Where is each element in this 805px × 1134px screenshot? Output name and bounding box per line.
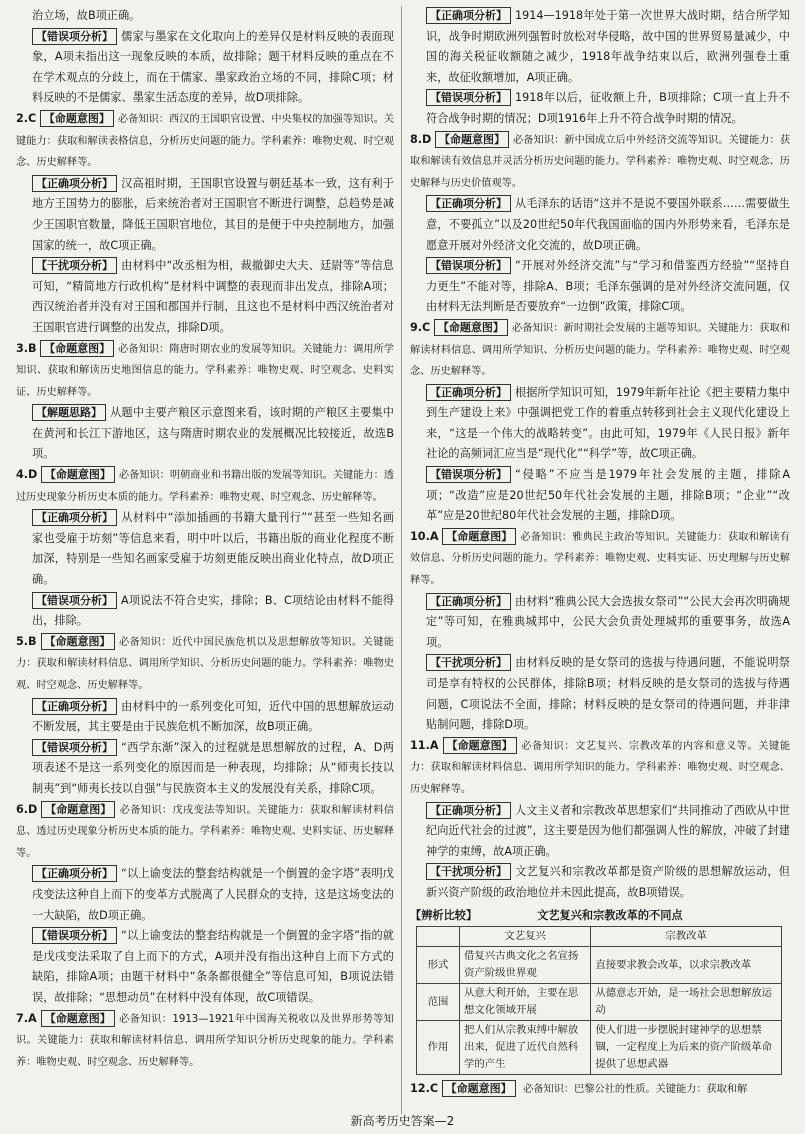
analysis-paragraph xyxy=(16,256,394,338)
analysis-paragraph xyxy=(410,862,790,903)
question-number: 2.C xyxy=(16,111,37,125)
comparison-label: 【辨析比较】 xyxy=(410,908,478,922)
analysis-paragraph xyxy=(16,403,394,465)
paragraph-text: “以上谕变法的整套结构就是一个倒置的金字塔”指的就是戊戌变法采取了自上而下的方式，A项并没有指出这种自上而下方式的缺陷，排除A项；由题干材料中“条条都很健全”等信息可知，B项说法错误，故排除；“思想动员”在材料中没有体现，故C项错误。 xyxy=(32,929,394,1004)
section-tag: 【干扰项分析】 xyxy=(426,863,511,880)
table-cell: 从德意志开始，是一场社会思想解放运动 xyxy=(591,984,782,1021)
page-footer: 新高考历史答案—2 xyxy=(350,1114,455,1128)
paragraph-text: 必备知识：明朝商业和书籍出版的发展等知识。关键能力：透过历史现象分析历史本质的能力。学科素养：唯物史观、时空观念、历史解释等。 xyxy=(16,470,394,503)
paragraph-text: 必备知识：西汉的王国职官设置、中央集权的加强等知识。关键能力：获取和解读表格信息，分析历史问题的能力。学科素养：唯物史观、时空观念、历史解释等。 xyxy=(16,113,395,169)
question-12: 12.C 【命题意图】 必备知识：巴黎公社的性质。关键能力：获取和解 xyxy=(410,1082,748,1096)
paragraph-text: 儒家与墨家在文化取向上的差异仅是材料反映的表面现象，A项未指出这一现象反映的本质，故排除；题干材料反映的重点在不在学术观点的分歧上，而在于儒家、墨家政治立场的不同，排除C项；材料反映的不是儒家、墨家生活态度的差异，故D项排除。 xyxy=(32,29,394,105)
section-tag: 【命题意图】 xyxy=(41,633,115,650)
section-tag: 【正确项分析】 xyxy=(32,175,117,192)
section-tag: 【命题意图】 xyxy=(443,737,517,754)
paragraph-text: 根据所学知识可知，1979年新年社论《把主要精力集中到生产建设上来》中强调把党工作的着重点转移到社会主义现代化建设上来，“这是一个伟大的战略转变”。由此可知，1979年《人民日报》新年社论的高频词汇应当是“现代化”“科学”等，故C项正确。 xyxy=(426,385,790,461)
analysis-paragraph xyxy=(410,465,790,527)
question-block xyxy=(410,130,790,195)
table-row xyxy=(417,1021,782,1075)
analysis-paragraph xyxy=(410,383,790,465)
question-number: 3.B xyxy=(16,341,37,355)
analysis-paragraph xyxy=(410,653,790,735)
section-tag: 【正确项分析】 xyxy=(426,7,511,24)
table-cell: 借复兴古典文化之名宣扬资产阶级世界观 xyxy=(460,947,591,984)
table-cell: 作用 xyxy=(417,1021,460,1075)
analysis-paragraph xyxy=(16,6,394,27)
comparison-title: 文艺复兴和宗教改革的不同点 xyxy=(537,908,683,922)
paragraph-text: 必备知识：雅典民主政治等知识。关键能力：获取和解读有效信息、分析历史问题的能力。学科素养：唯物史观、史料实证、历史理解与历史解释等。 xyxy=(410,531,790,587)
paragraph-text: “开展对外经济交流”与“学习和借鉴西方经验”“坚持自力更生”不能对等，排除A、B项；毛泽东强调的是对外经济交流问题，仅由材料无法判断是否要放弃“一边倒”政策，排除C项。 xyxy=(426,259,790,314)
section-tag: 【正确项分析】 xyxy=(32,865,117,882)
paragraph-text: 必备知识：文艺复兴、宗教改革的内容和意义等。关键能力：获取和解读材料信息、调用所学知识的能力。学科素养：唯物史观、时空观念、历史解释等。 xyxy=(410,740,791,795)
question-block xyxy=(410,527,790,592)
section-tag: 【命题意图】 xyxy=(434,319,508,336)
table-header-cell xyxy=(417,927,460,947)
paragraph-text: 从材料中“添加插画的书籍大量刊行”“甚至一些知名画家也受雇于坊刻”等信息来看，明中叶以后，书籍出版的商业化程度不断加深，特别是一些知名画家受雇于坊刻更能反映出商业化特点，故D项正确。 xyxy=(32,511,394,587)
comparison-table xyxy=(416,926,782,1075)
paragraph-text: 必备知识：新中国成立后中外经济交流等知识。关键能力：获取和解读有效信息并灵活分析历史问题的能力。学科素养：唯物史观、时空观念、历史解释与历史价值观等。 xyxy=(410,134,791,189)
paragraph-text: 必备知识：1913—1921年中国海关税收以及世界形势等知识。关键能力：获取和解读材料信息、调用所学知识分析历史现象的能力。学科素养：唯物史观、时空观念、历史解释等。 xyxy=(16,1013,394,1068)
section-tag: 【命题意图】 xyxy=(40,110,114,127)
section-tag: 【干扰项分析】 xyxy=(426,654,511,671)
section-tag: 【命题意图】 xyxy=(442,528,516,545)
paragraph-text: 从毛泽东的话语“这并不是说不要国外联系……需要做生意，不要孤立”以及20世纪50年代我国面临的国内外形势来看，毛泽东是愿意开展对外经济文化交流的，故D项正确。 xyxy=(426,197,790,252)
section-tag: 【命题意图】 xyxy=(41,801,115,818)
question-block xyxy=(16,632,394,697)
section-tag: 【错误项分析】 xyxy=(426,466,511,483)
paragraph-text: A项说法不符合史实，排除；B、C项结论由材料不能得出，排除。 xyxy=(32,593,394,628)
section-tag: 【命题意图】 xyxy=(41,466,115,483)
paragraph-text: 1914—1918年处于第一次世界大战时期，结合所学知识，战争时期欧洲列强暂时放松对华侵略，故中国的世界贸易量减少，中国的海关税征收额随之减少，1918年战争结束以后，欧洲列强卷土重来，故征收额增加，A项正确。 xyxy=(426,9,790,84)
table-cell: 形式 xyxy=(417,947,460,984)
section-tag: 【命题意图】 xyxy=(435,131,509,148)
section-tag: 【错误项分析】 xyxy=(32,739,117,756)
table-cell: 把人们从宗教束缚中解放出来，促进了近代自然科学的产生 xyxy=(460,1021,591,1075)
left-column xyxy=(16,6,394,1073)
paragraph-text: “侵略”不应当是1979年社会发展的主题，排除A项；“改造”应是20世纪50年代社会发展的主题，排除B项；“企业”“改革”应是20世纪80年代社会发展的主题，排除D项。 xyxy=(426,468,790,523)
question-block xyxy=(410,318,790,383)
paragraph-text: 由材料中“改丞相为相，裁撤御史大夫、廷尉等”等信息可知，“精简地方行政机构”是材料中调整的表现而非出发点，排除A项；西汉统治者并没有对王国和郡国并行制，且这也不是材料中西汉统治者对王国职官进行调整的出发点，排除D项。 xyxy=(32,259,394,334)
paragraph-text: 从题中主要产粮区示意图来看，该时期的产粮区主要集中在黄河和长江下游地区，这与隋唐时期农业的发展概况比较接近，故选B项。 xyxy=(32,406,394,461)
table-row xyxy=(417,984,782,1021)
section-tag: 【正确项分析】 xyxy=(32,698,117,715)
section-tag: 【解题思路】 xyxy=(32,404,106,421)
section-tag: 【错误项分析】 xyxy=(426,257,511,274)
section-tag: 【正确项分析】 xyxy=(32,509,117,526)
right-blocks xyxy=(410,6,790,904)
question-block xyxy=(410,736,790,801)
table-cell: 直接要求教会改革，以求宗教改革 xyxy=(591,947,782,984)
section-tag: 【正确项分析】 xyxy=(426,593,511,610)
analysis-paragraph xyxy=(16,27,394,109)
analysis-paragraph xyxy=(410,592,790,654)
table-header-cell: 宗教改革 xyxy=(591,927,782,947)
section-tag: 【错误项分析】 xyxy=(32,927,117,944)
section-tag: 【干扰项分析】 xyxy=(32,257,117,274)
question-number: 7.A xyxy=(16,1011,37,1025)
section-tag: 【正确项分析】 xyxy=(426,802,511,819)
question-number: 4.D xyxy=(16,468,38,482)
paragraph-text: “西学东渐”深入的过程就是思想解放的过程，A、D两项表述不是这一系列变化的原因而是一种表现，均排除；从“师夷长技以制夷”到“师夷长技以自强”与民族资本主义的发展没有关系，排除C项。 xyxy=(32,740,394,795)
right-column xyxy=(410,6,790,1101)
paragraph-text: “以上谕变法的整套结构就是一个倒置的金字塔”表明戊戌变法这种自上而下的变革方式脱离了人民群众的支持，这是这场变法的一大缺陷，故D项正确。 xyxy=(32,867,394,922)
analysis-paragraph xyxy=(16,926,394,1008)
section-tag: 【错误项分析】 xyxy=(32,592,117,609)
analysis-paragraph xyxy=(410,194,790,256)
table-cell: 从意大利开始，主要在思想文化领域开展 xyxy=(460,984,591,1021)
paragraph-text: 人文主义者和宗教改革思想家们“共同推动了西欧从中世纪向近代社会的过渡”，这主要是因为他们都强调人性的解放，冲破了封建神学的束缚，故A项正确。 xyxy=(426,803,790,858)
paragraph-text: 必备知识：新时期社会发展的主题等知识。关键能力：获取和解读材料信息、调用所学知识、分析历史问题的能力。学科素养：唯物史观、时空观念、历史解释等。 xyxy=(410,322,790,378)
analysis-paragraph xyxy=(16,697,394,738)
analysis-paragraph xyxy=(410,256,790,318)
analysis-paragraph xyxy=(16,508,394,590)
paragraph-text: 1918年以后，征收额上升，B项排除；C项一直上升不符合战争时期的情况；D项1916年上升不符合战争时期的情况。 xyxy=(426,91,790,125)
paragraph-text: 由材料反映的是女祭司的选拔与待遇问题，不能说明祭司是享有特权的公民群体，排除B项；材料反映的是女祭司的选拔与待遇问题，C项说法不全面，排除；材料反映的是女祭司的待遇问题，并非津贴制问题，排除D项。 xyxy=(426,656,790,732)
question-block xyxy=(16,1009,394,1074)
paragraph-text: 治立场，故B项正确。 xyxy=(32,9,141,22)
analysis-paragraph xyxy=(16,591,394,632)
section-tag: 【命题意图】 xyxy=(41,1010,115,1027)
section-tag: 【错误项分析】 xyxy=(32,28,117,45)
question-block xyxy=(16,800,394,865)
section-tag: 【错误项分析】 xyxy=(426,89,511,106)
analysis-paragraph xyxy=(16,864,394,926)
paragraph-text: 文艺复兴和宗教改革都是资产阶级的思想解放运动，但新兴资产阶级的政治地位并未因此提高，故B项错误。 xyxy=(426,865,790,899)
question-block xyxy=(16,109,394,174)
section-tag: 【正确项分析】 xyxy=(426,384,511,401)
paragraph-text: 汉高祖时期，王国职官设置与朝廷基本一致，这有利于地方王国势力的膨胀，后来统治者对王国职官不断进行调整，总趋势是减少王国职官数量，降低王国职官地位，其目的是便于中央控制地方，加强国家的统一，故C项正确。 xyxy=(32,176,394,252)
paragraph-text: 必备知识：戊戌变法等知识。关键能力：获取和解读材料信息、透过历史现象分析历史本质的能力。学科素养：唯物史观、史料实证、历史解释等。 xyxy=(16,804,394,859)
analysis-paragraph xyxy=(410,88,790,129)
section-tag: 【命题意图】 xyxy=(40,340,114,357)
analysis-paragraph xyxy=(16,174,394,256)
table-cell: 使人们进一步摆脱封建神学的思想禁锢，一定程度上为后来的资产阶级革命提供了思想武器 xyxy=(591,1021,782,1075)
question-number: 9.C xyxy=(410,320,431,334)
analysis-paragraph xyxy=(16,738,394,800)
paragraph-text: 必备知识：近代中国民族危机以及思想解放等知识。关键能力：获取和解读材料信息、调用所学知识、分析历史问题的能力。学科素养：唯物史观、时空观念、历史解释等。 xyxy=(16,636,394,691)
question-number: 6.D xyxy=(16,802,38,816)
column-divider xyxy=(401,6,402,1114)
comparison-section xyxy=(410,906,790,1076)
question-number: 8.D xyxy=(410,132,432,146)
question-block xyxy=(16,465,394,508)
paragraph-text: 必备知识：隋唐时期农业的发展等知识。关键能力：调用所学知识、获取和解读历史地图信息的能力。学科素养：唯物史观、时空观念、史料实证、历史解释等。 xyxy=(16,343,394,398)
question-block xyxy=(16,339,394,404)
question-number: 5.B xyxy=(16,634,37,648)
question-number: 11.A xyxy=(410,738,439,752)
question-number: 10.A xyxy=(410,529,439,543)
table-cell: 范围 xyxy=(417,984,460,1021)
table-row xyxy=(417,947,782,984)
paragraph-text: 由材料“雅典公民大会选拔女祭司”“公民大会再次明确规定”等可知，在雅典城邦中，公民大会负责处理城邦的重要事务，故选A项。 xyxy=(426,594,790,649)
analysis-paragraph xyxy=(410,6,790,88)
analysis-paragraph xyxy=(410,801,790,863)
paragraph-text: 由材料中的一系列变化可知，近代中国的思想解放运动不断发展，其主要是由于民族危机不断加深，故B项正确。 xyxy=(32,699,394,734)
table-header-cell: 文艺复兴 xyxy=(460,927,591,947)
section-tag: 【正确项分析】 xyxy=(426,195,511,212)
